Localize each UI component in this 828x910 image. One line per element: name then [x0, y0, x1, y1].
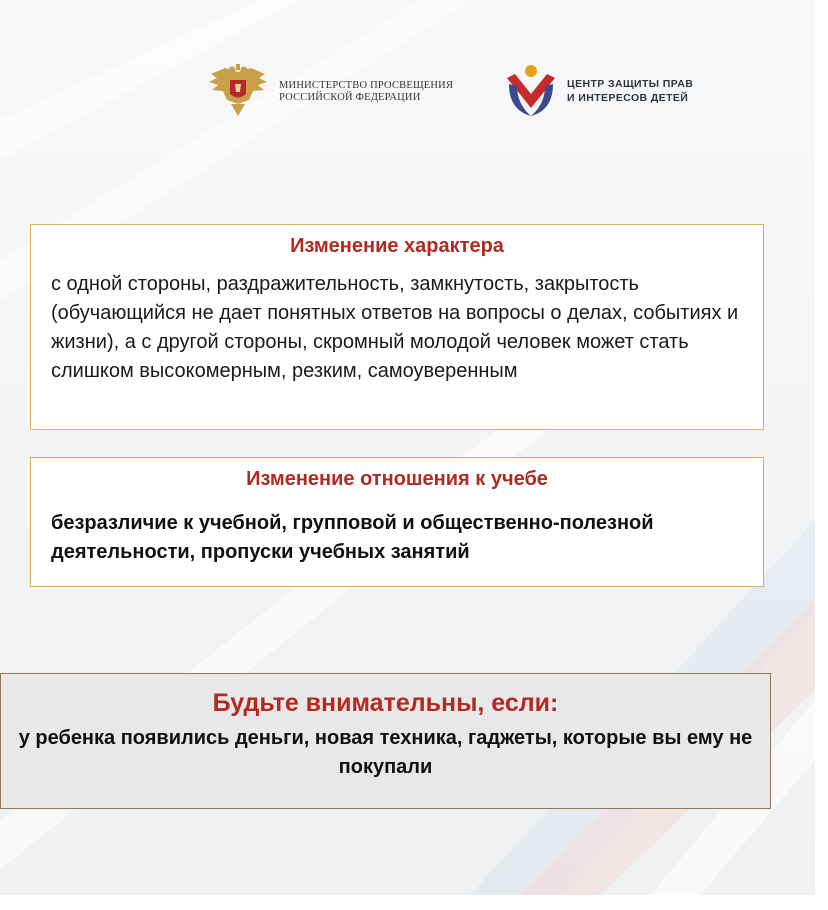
attention-title: Будьте внимательны, если: [212, 689, 559, 717]
study-attitude-card [30, 457, 764, 587]
eagle-emblem-icon [205, 64, 271, 120]
ministry-name-line1: МИНИСТЕРСТВО ПРОСВЕЩЕНИЯ [279, 80, 454, 91]
center-name-line2: И ИНТЕРЕСОВ ДЕТЕЙ [567, 92, 689, 104]
page-edge-right [815, 0, 828, 910]
ministry-name [279, 80, 453, 104]
card-title: Изменение отношения к учебе [246, 468, 548, 490]
card-title: Изменение характера [290, 235, 504, 257]
center-name [567, 77, 693, 105]
page-edge-bottom [0, 895, 828, 910]
ministry-name-line2: РОССИЙСКОЙ ФЕДЕРАЦИИ [279, 92, 421, 103]
character-change-card [30, 224, 764, 430]
center-logo [505, 64, 693, 118]
card-text: с одной стороны, раздражительность, замкнутость, закрытость (обучающийся не дает понятных ответов на вопросы о делах, событиях и жизни), а с другой стороны, скромный молодой человек может стать слишком высокомерным, резким, самоуверенным [51, 273, 739, 382]
attention-box [0, 673, 771, 809]
center-name-line1: ЦЕНТР ЗАЩИТЫ ПРАВ [567, 78, 694, 90]
card-text: безразличие к учебной, групповой и общественно-полезной деятельности, пропуски учебных занятий [51, 512, 654, 563]
attention-text: у ребенка появились деньги, новая техника, гаджеты, которые вы ему не покупали [18, 727, 753, 778]
hands-heart-logo-icon [505, 64, 557, 118]
ministry-logo [205, 64, 453, 120]
